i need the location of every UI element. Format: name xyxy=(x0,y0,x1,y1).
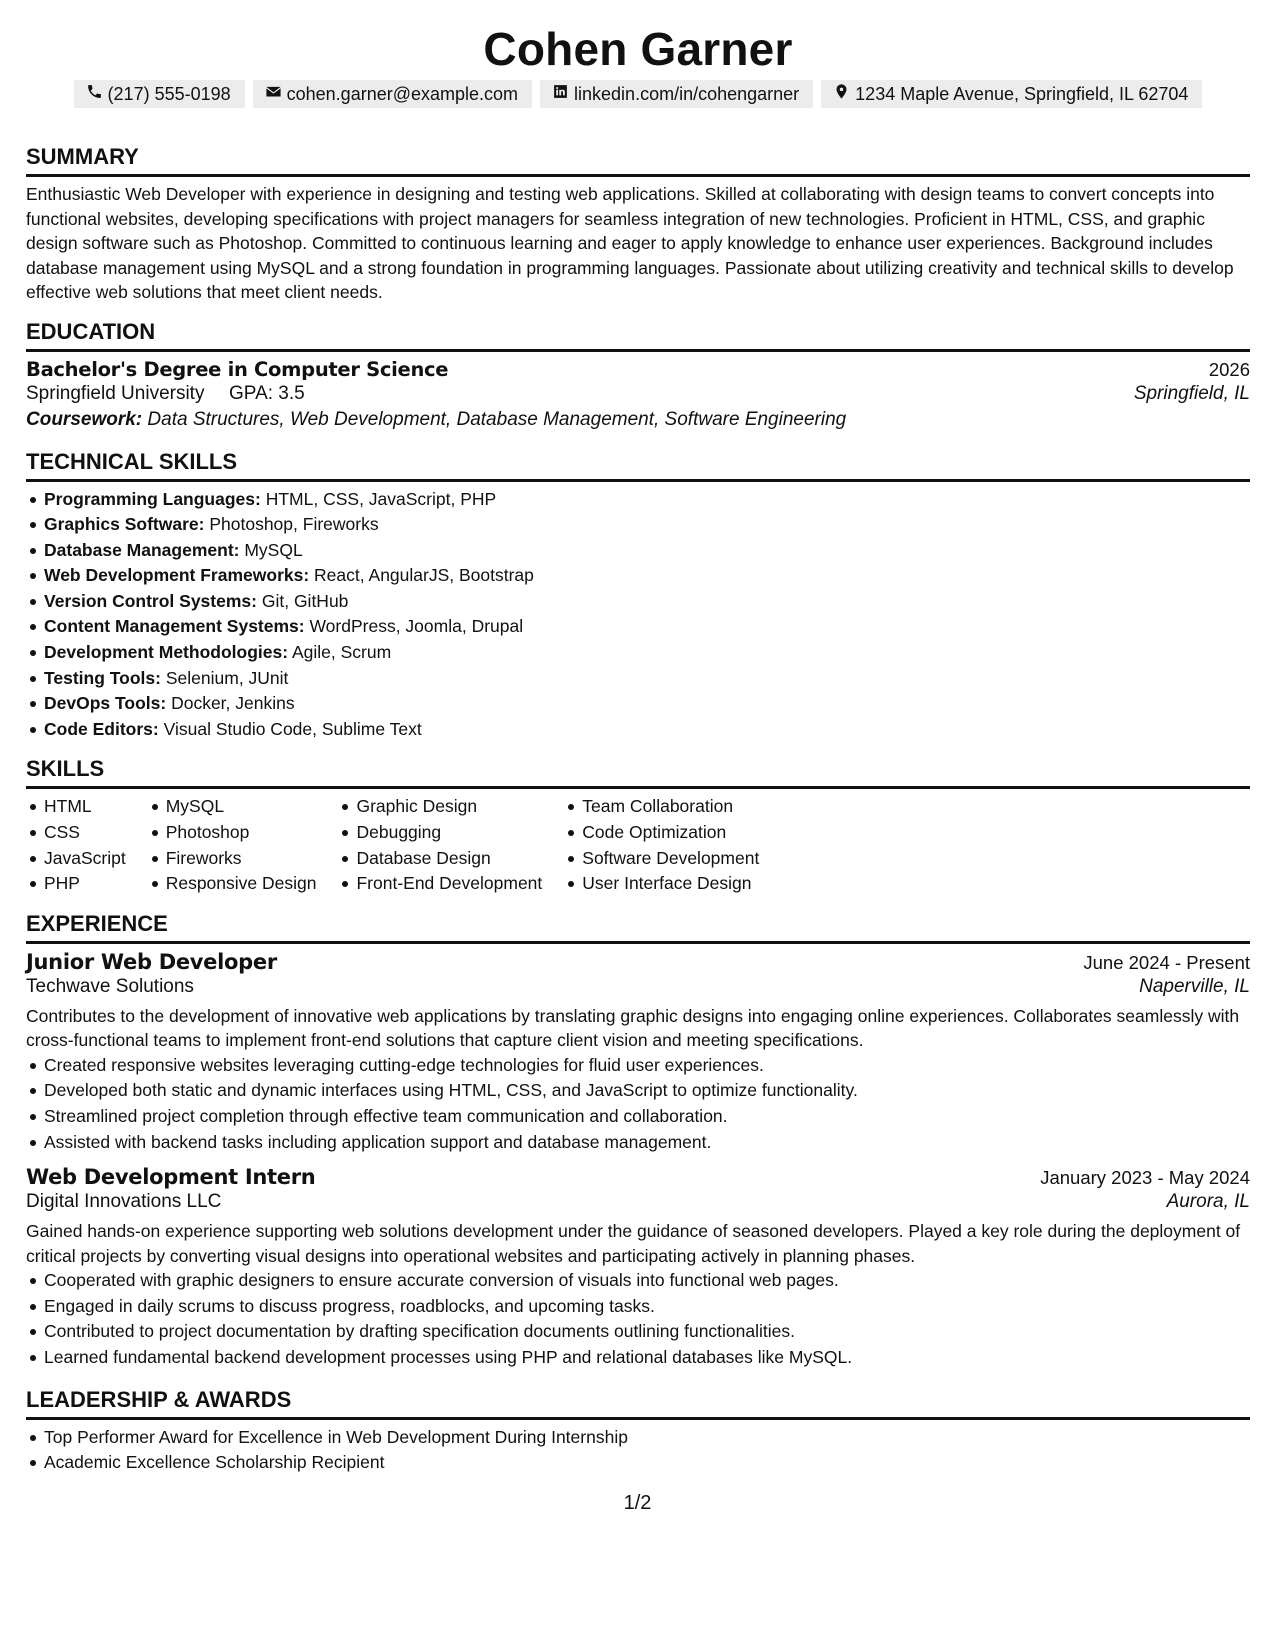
list-item xyxy=(26,640,1250,666)
skill-values: Docker, Jenkins xyxy=(171,693,295,714)
gpa: GPA: 3.5 xyxy=(229,382,305,404)
list-item: Debugging xyxy=(338,820,542,846)
skills-column xyxy=(564,794,759,896)
summary-section xyxy=(26,144,1250,305)
list-item: Contributed to project documentation by drafting specification documents outlining functionalities. xyxy=(26,1319,1250,1345)
skills-column xyxy=(338,794,542,896)
skill-category: Database Management: xyxy=(44,539,240,560)
skill-values: Selenium, JUnit xyxy=(165,667,289,688)
technical-skills-list xyxy=(26,487,1250,743)
list-item: Streamlined project completion through effective team communication and collaboration. xyxy=(26,1104,1250,1130)
contact-linkedin xyxy=(540,80,813,108)
list-item xyxy=(26,691,1250,717)
section-divider xyxy=(26,479,1250,482)
contact-phone xyxy=(74,80,245,108)
skill-category: Web Development Frameworks: xyxy=(44,565,310,586)
section-title-education: EDUCATION xyxy=(26,318,156,344)
list-item xyxy=(26,717,1250,743)
section-title-skills: SKILLS xyxy=(26,756,105,782)
list-item: Code Optimization xyxy=(564,820,759,846)
skill-values: Visual Studio Code, Sublime Text xyxy=(163,718,422,739)
list-item: Front-End Development xyxy=(338,871,542,897)
leadership-section xyxy=(26,1387,1250,1476)
section-divider xyxy=(26,1417,1250,1420)
address-text: 1234 Maple Avenue, Springfield, IL 62704 xyxy=(855,84,1189,104)
list-item xyxy=(26,538,1250,564)
job-dates: January 2023 - May 2024 xyxy=(1040,1167,1250,1189)
job-dates: June 2024 - Present xyxy=(1083,951,1250,973)
awards-list xyxy=(26,1425,1250,1476)
list-item xyxy=(26,563,1250,589)
resume-page xyxy=(26,0,1250,1476)
list-item: Team Collaboration xyxy=(564,794,759,820)
candidate-name: Cohen Garner xyxy=(483,23,793,75)
section-divider xyxy=(26,174,1250,177)
skill-category: Graphics Software: xyxy=(44,514,205,535)
phone-text: (217) 555-0198 xyxy=(107,84,231,104)
list-item: Academic Excellence Scholarship Recipient xyxy=(26,1450,1250,1476)
list-item xyxy=(26,512,1250,538)
skill-category: Testing Tools: xyxy=(44,667,161,688)
envelope-icon xyxy=(265,80,282,108)
job-title: Junior Web Developer xyxy=(26,949,277,974)
coursework-list: Data Structures, Web Development, Database Management, Software Engineering xyxy=(147,408,847,430)
list-item xyxy=(26,666,1250,692)
section-divider xyxy=(26,941,1250,944)
skills-column xyxy=(26,794,126,896)
school-location: Springfield, IL xyxy=(1133,382,1250,404)
technical-skills-section xyxy=(26,449,1250,743)
contact-bar xyxy=(26,80,1250,108)
skill-category: DevOps Tools: xyxy=(44,693,167,714)
skills-section xyxy=(26,756,1250,896)
list-item: HTML xyxy=(26,794,126,820)
job-title: Web Development Intern xyxy=(26,1165,316,1190)
coursework-label: Coursework: xyxy=(26,408,143,430)
school-info xyxy=(26,383,305,405)
linkedin-icon xyxy=(552,80,569,108)
linkedin-text: linkedin.com/in/cohengarner xyxy=(574,84,800,104)
job-bullets xyxy=(26,1053,1250,1155)
skill-values: Git, GitHub xyxy=(261,590,349,611)
list-item: Database Design xyxy=(338,846,542,872)
skill-values: HTML, CSS, JavaScript, PHP xyxy=(265,488,497,509)
list-item xyxy=(26,589,1250,615)
graduation-year: 2026 xyxy=(1208,358,1250,380)
skills-column xyxy=(148,794,317,896)
section-title-leadership: LEADERSHIP & AWARDS xyxy=(26,1386,292,1412)
list-item: Top Performer Award for Excellence in Web Development During Internship xyxy=(26,1425,1250,1451)
skill-values: Agile, Scrum xyxy=(291,642,392,663)
phone-icon xyxy=(86,80,103,108)
list-item: Photoshop xyxy=(148,820,317,846)
section-divider xyxy=(26,786,1250,789)
contact-email xyxy=(253,80,532,108)
list-item: User Interface Design xyxy=(564,871,759,897)
skill-category: Version Control Systems: xyxy=(44,590,257,611)
list-item: Learned fundamental backend development processes using PHP and relational databases like MySQL. xyxy=(26,1345,1250,1371)
skill-category: Development Methodologies: xyxy=(44,642,289,663)
list-item: Graphic Design xyxy=(338,794,542,820)
skill-values: React, AngularJS, Bootstrap xyxy=(314,565,534,586)
skill-values: Photoshop, Fireworks xyxy=(209,514,379,535)
skill-category: Programming Languages: xyxy=(44,488,261,509)
skill-category: Code Editors: xyxy=(44,718,159,739)
list-item: Engaged in daily scrums to discuss progress, roadblocks, and upcoming tasks. xyxy=(26,1294,1250,1320)
page-number: 1/2 xyxy=(623,1492,652,1514)
job-description: Contributes to the development of innovative web applications by translating graphic designs into engaging online experiences. Collaborates seamlessly with cross-functional teams to implement front-end solutions that capture client vision and meeting specifications. xyxy=(26,1005,1240,1051)
job-entry xyxy=(26,950,1250,1155)
list-item: Responsive Design xyxy=(148,871,317,897)
list-item: MySQL xyxy=(148,794,317,820)
summary-text: Enthusiastic Web Developer with experience in designing and testing web applications. Skilled at collaborating with design teams to convert concepts into functional websites, developing specifications with project managers for seamless integration of new technologies. Proficient in HTML, CSS, and graphic design software such as Photoshop. Committed to continuous learning and eager to apply knowledge to enhance user experiences. Background includes database management using MySQL and a strong foundation in programming languages. Passionate about utilizing creativity and technical skills to develop effective web solutions that meet client needs. xyxy=(26,184,1234,302)
job-location: Naperville, IL xyxy=(1139,975,1250,997)
section-title-experience: EXPERIENCE xyxy=(26,910,168,936)
skill-values: MySQL xyxy=(244,539,303,560)
skill-category: Content Management Systems: xyxy=(44,616,305,637)
section-title-technical-skills: TECHNICAL SKILLS xyxy=(26,448,238,474)
company-name: Digital Innovations LLC xyxy=(26,1191,222,1213)
section-title-summary: SUMMARY xyxy=(26,144,139,169)
education-section xyxy=(26,319,1250,431)
list-item: Developed both static and dynamic interfaces using HTML, CSS, and JavaScript to optimize functionality. xyxy=(26,1078,1250,1104)
section-divider xyxy=(26,349,1250,352)
email-text: cohen.garner@example.com xyxy=(286,84,519,104)
job-location: Aurora, IL xyxy=(1166,1191,1250,1213)
list-item: Cooperated with graphic designers to ensure accurate conversion of visuals into functional web pages. xyxy=(26,1268,1250,1294)
list-item: Fireworks xyxy=(148,846,317,872)
list-item: PHP xyxy=(26,871,126,897)
map-pin-icon xyxy=(833,80,850,108)
company-name: Techwave Solutions xyxy=(26,975,194,997)
job-description: Gained hands-on experience supporting web solutions development under the guidance of seasoned developers. Played a key role during the deployment of critical projects by converting visual designs into operational websites and participating actively in planning phases. xyxy=(26,1221,1241,1266)
contact-address xyxy=(821,80,1202,108)
list-item: JavaScript xyxy=(26,846,126,872)
list-item: Assisted with backend tasks including application support and database management. xyxy=(26,1130,1250,1156)
skill-values: WordPress, Joomla, Drupal xyxy=(309,616,524,637)
school-name: Springfield University xyxy=(26,382,205,404)
degree-title: Bachelor's Degree in Computer Science xyxy=(26,357,449,381)
list-item: Created responsive websites leveraging cutting-edge technologies for fluid user experiences. xyxy=(26,1053,1250,1079)
job-bullets xyxy=(26,1268,1250,1370)
list-item: Software Development xyxy=(564,846,759,872)
list-item: CSS xyxy=(26,820,126,846)
experience-section xyxy=(26,911,1250,1371)
coursework xyxy=(26,409,1250,431)
list-item xyxy=(26,614,1250,640)
job-entry xyxy=(26,1165,1250,1370)
list-item xyxy=(26,487,1250,513)
skills-grid xyxy=(26,794,1250,896)
